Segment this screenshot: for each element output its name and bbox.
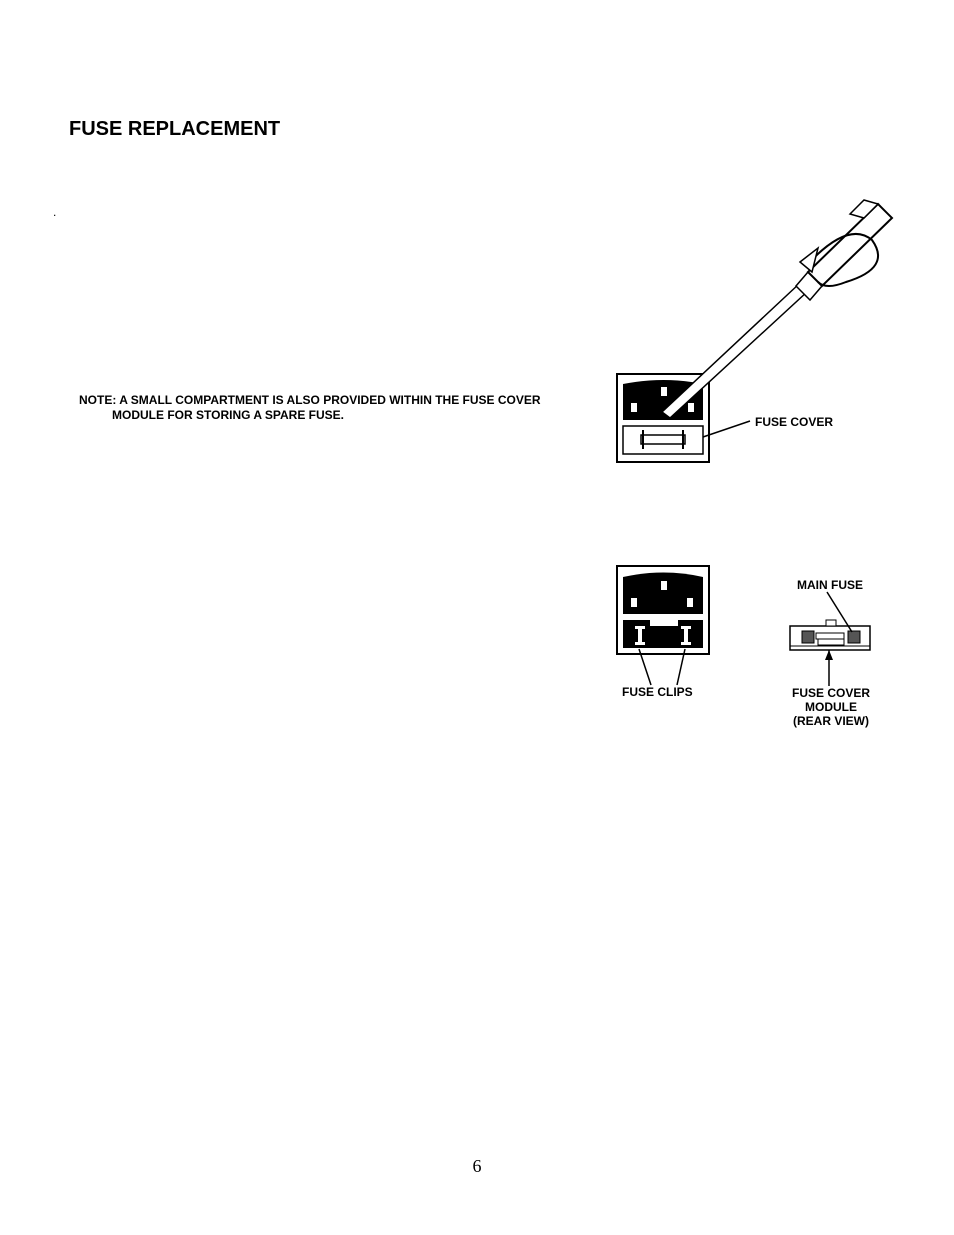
note-line-2: MODULE FOR STORING A SPARE FUSE. [112,408,345,422]
fuse-clips-label: FUSE CLIPS [622,685,693,699]
page-number: 6 [472,1156,482,1176]
screwdriver-icon [662,200,892,418]
module-label-line-2: MODULE [805,700,857,714]
stray-mark: . [53,205,57,219]
fuse-cover-module-label [790,686,872,728]
fuse-cover-label: FUSE COVER [755,415,834,429]
module-label-line-1: FUSE COVER [791,686,870,700]
main-fuse-label: MAIN FUSE [797,578,863,592]
fuse-module-figure [790,592,870,686]
note-line-1: NOTE: A SMALL COMPARTMENT IS ALSO PROVIDED WITHIN THE FUSE COVER [79,393,541,407]
page-title: FUSE REPLACEMENT [69,118,281,140]
module-label-line-3: (REAR VIEW) [793,714,869,728]
fuse-clips-figure [617,566,709,685]
